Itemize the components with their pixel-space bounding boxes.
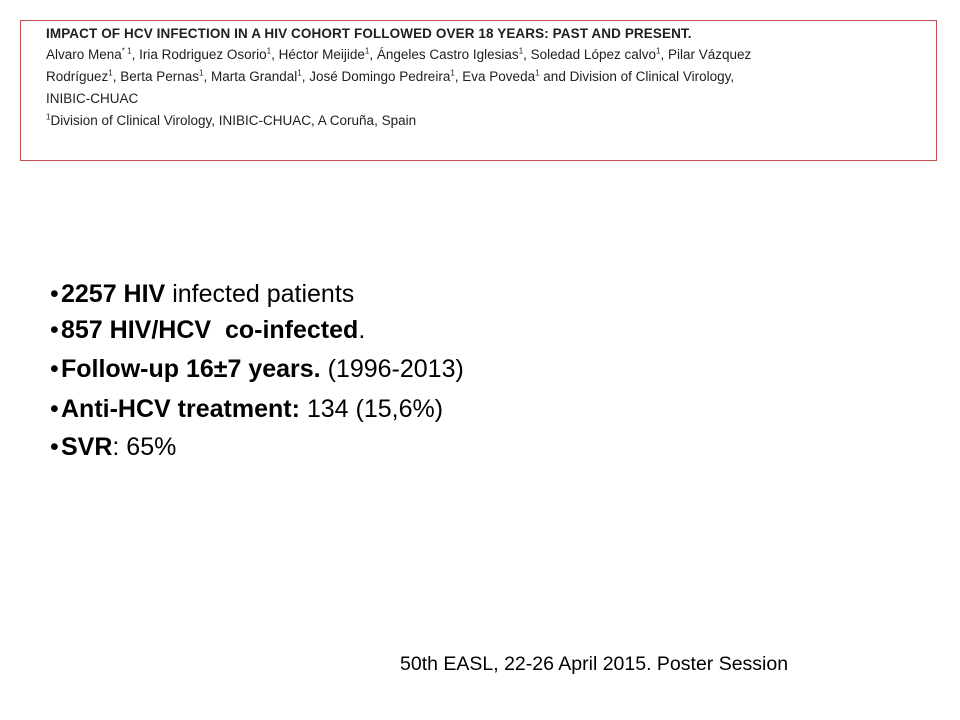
author-name: , Marta Grandal <box>203 69 298 84</box>
author-affiliation-mark: 1 <box>364 46 370 56</box>
bullet-coinfected <box>50 316 365 345</box>
author-name: , Eva Poveda <box>454 69 536 84</box>
abstract-title: IMPACT OF HCV INFECTION IN A HIV COHORT FOLLOWED OVER 18 YEARS: PAST AND PRESENT. <box>46 26 692 41</box>
authors-line-1 <box>46 47 751 62</box>
author-affiliation-mark: * 1 <box>121 46 132 56</box>
author-name: , Berta Pernas <box>112 69 200 84</box>
bullet-treatment <box>50 395 443 424</box>
bullet-text: : 65% <box>112 433 177 461</box>
affiliation-mark: 1 <box>46 112 51 122</box>
author-affiliation-mark: 1 <box>518 46 524 56</box>
author-name: , Iria Rodriguez Osorio <box>131 47 267 62</box>
author-affiliation-mark: 1 <box>656 46 661 56</box>
bullet-bold-text: 857 HIV/HCV co-infected <box>61 316 359 344</box>
bullet-dot: • <box>50 395 59 423</box>
bullet-svr <box>50 433 176 462</box>
conference-footer: 50th EASL, 22-26 April 2015. Poster Session <box>400 653 789 675</box>
author-name: , Héctor Meijide <box>271 47 365 62</box>
author-affiliation-mark: 1 <box>450 68 455 78</box>
authors-line-2 <box>46 69 734 84</box>
bullet-bold-text: 2257 HIV <box>61 280 166 308</box>
author-name: Alvaro Mena <box>46 47 122 62</box>
bullet-dot: • <box>50 433 59 461</box>
author-name: , Soledad López calvo <box>523 47 656 62</box>
bullet-dot: • <box>50 280 59 308</box>
abstract-header-box <box>20 20 937 161</box>
author-name: Rodríguez <box>46 69 109 84</box>
authors-line-3: INIBIC-CHUAC <box>46 91 139 106</box>
bullet-bold-text: Anti-HCV treatment: <box>61 395 300 423</box>
author-name: and Division of Clinical Virology, <box>539 69 735 84</box>
author-affiliation-mark: 1 <box>199 68 204 78</box>
bullet-text: . <box>358 316 366 344</box>
author-name: , Pilar Vázquez <box>660 47 752 62</box>
author-name: , José Domingo Pedreira <box>301 69 451 84</box>
bullet-follow-up <box>50 355 464 384</box>
bullet-dot: • <box>50 355 59 383</box>
author-name: , Ángeles Castro Iglesias <box>369 47 519 62</box>
affiliation-line <box>46 113 416 128</box>
bullet-text: infected patients <box>165 280 355 308</box>
bullet-patients <box>50 280 354 309</box>
author-affiliation-mark: 1 <box>108 68 113 78</box>
author-affiliation-mark: 1 <box>535 68 540 78</box>
author-affiliation-mark: 1 <box>266 46 272 56</box>
bullet-text: (1996-2013) <box>320 355 464 383</box>
bullet-dot: • <box>50 316 59 344</box>
bullet-bold-text: SVR <box>61 433 113 461</box>
bullet-bold-text: Follow-up 16±7 years. <box>61 355 321 383</box>
affiliation-text: Division of Clinical Virology, INIBIC-CHUAC, A Coruña, Spain <box>50 113 417 128</box>
bullet-text: 134 (15,6%) <box>299 395 444 423</box>
author-affiliation-mark: 1 <box>297 68 302 78</box>
